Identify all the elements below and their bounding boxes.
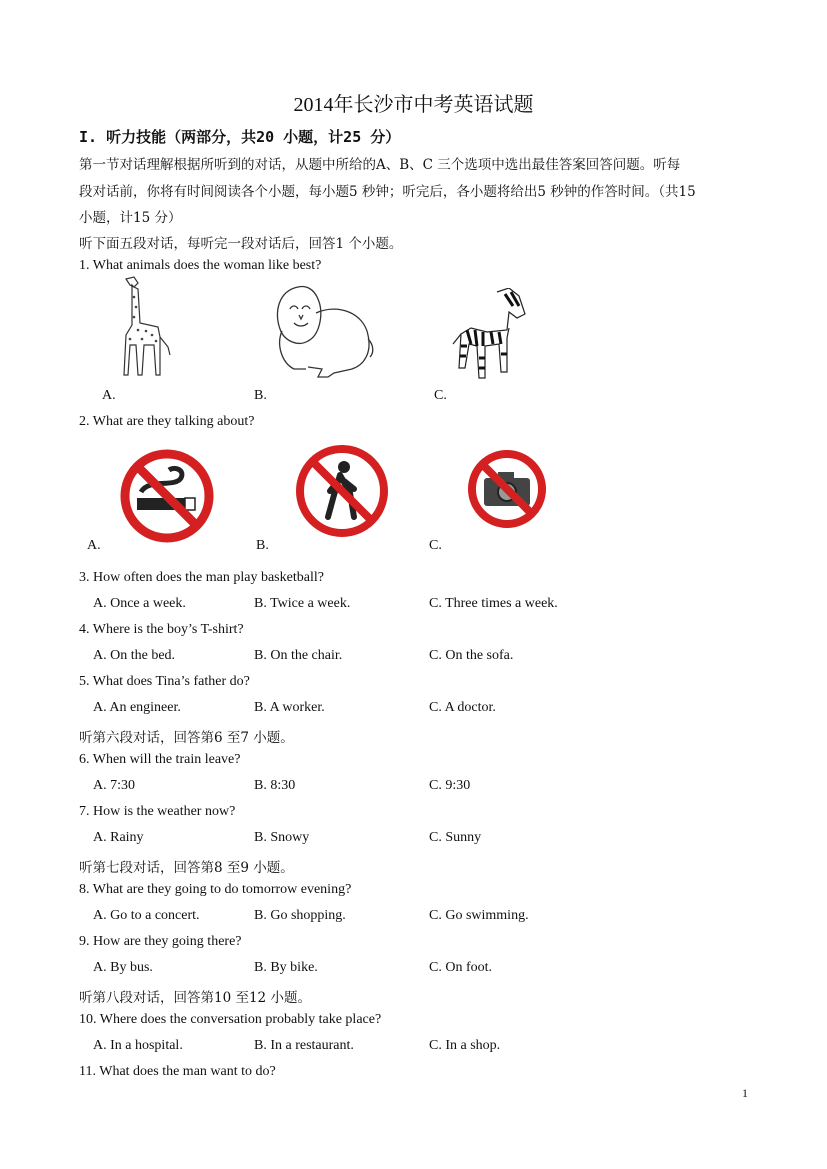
intro-line-2: 段对话前，你将有时间阅读各个小题，每小题5 秒钟；听完后，各小题将给出5 秒钟的作答时间。（共15: [79, 184, 696, 200]
no-camera-icon: [466, 448, 548, 530]
q10-option-a: A. In a hospital.: [93, 1038, 183, 1053]
q6-option-a: A. 7:30: [93, 778, 135, 793]
q5-option-c: C. A doctor.: [429, 700, 496, 715]
q7-option-b: B. Snowy: [254, 830, 310, 845]
q6-option-b: B. 8:30: [254, 778, 296, 793]
question-7: 7. How is the weather now?: [79, 804, 236, 819]
no-walking-icon: [294, 443, 390, 539]
q7-option-c: C. Sunny: [429, 830, 482, 845]
question-1: 1. What animals does the woman like best?: [79, 258, 322, 273]
q3-option-a: A. Once a week.: [93, 596, 186, 611]
q4-option-c: C. On the sofa.: [429, 648, 514, 663]
intro-line-1: 第一节对话理解根据所听到的对话，从题中所给的A、B、C 三个选项中选出最佳答案回答问题。听每: [79, 157, 681, 173]
q2-label-a: A.: [87, 538, 101, 553]
q3-option-c: C. Three times a week.: [429, 596, 558, 611]
page-number: 1: [742, 1086, 748, 1100]
question-9: 9. How are they going there?: [79, 934, 242, 949]
q8-option-b: B. Go shopping.: [254, 908, 346, 923]
question-6: 6. When will the train leave?: [79, 752, 241, 767]
lion-icon: [268, 283, 378, 383]
q8-option-c: C. Go swimming.: [429, 908, 529, 923]
question-11: 11. What does the man want to do?: [79, 1064, 276, 1079]
q4-option-a: A. On the bed.: [93, 648, 176, 663]
no-smoking-icon: [119, 448, 215, 544]
instruction-q6-7: 听第六段对话，回答第6 至7 小题。: [79, 730, 294, 746]
q4-option-b: B. On the chair.: [254, 648, 343, 663]
q10-option-b: B. In a restaurant.: [254, 1038, 354, 1053]
q1-label-c: C.: [434, 388, 447, 403]
zebra-icon: [447, 288, 531, 383]
q2-label-c: C.: [429, 538, 442, 553]
intro-line-4: 听下面五段对话，每听完一段对话后，回答1 个小题。: [79, 236, 403, 252]
q6-option-c: C. 9:30: [429, 778, 471, 793]
q2-label-b: B.: [256, 538, 269, 553]
q9-option-b: B. By bike.: [254, 960, 318, 975]
q8-option-a: A. Go to a concert.: [93, 908, 200, 923]
instruction-q8-9: 听第七段对话，回答第8 至9 小题。: [79, 860, 294, 876]
question-4: 4. Where is the boy’s T-shirt?: [79, 622, 244, 637]
q9-option-a: A. By bus.: [93, 960, 153, 975]
q5-option-b: B. A worker.: [254, 700, 325, 715]
q3-option-b: B. Twice a week.: [254, 596, 351, 611]
question-10: 10. Where does the conversation probably take place?: [79, 1012, 382, 1027]
question-3: 3. How often does the man play basketball?: [79, 570, 324, 585]
q10-option-c: C. In a shop.: [429, 1038, 501, 1053]
page-title: 2014年长沙市中考英语试题: [293, 94, 534, 116]
giraffe-icon: [112, 275, 174, 387]
instruction-q10-12: 听第八段对话，回答第10 至12 小题。: [79, 990, 311, 1006]
section-heading: I. 听力技能（两部分，共20 小题，计25 分）: [79, 128, 401, 146]
question-2: 2. What are they talking about?: [79, 414, 255, 429]
q1-label-a: A.: [102, 388, 116, 403]
q7-option-a: A. Rainy: [93, 830, 144, 845]
question-8: 8. What are they going to do tomorrow evening?: [79, 882, 352, 897]
q1-label-b: B.: [254, 388, 267, 403]
q5-option-a: A. An engineer.: [93, 700, 181, 715]
intro-line-3: 小题，计15 分）: [79, 210, 182, 226]
question-5: 5. What does Tina’s father do?: [79, 674, 250, 689]
q9-option-c: C. On foot.: [429, 960, 492, 975]
